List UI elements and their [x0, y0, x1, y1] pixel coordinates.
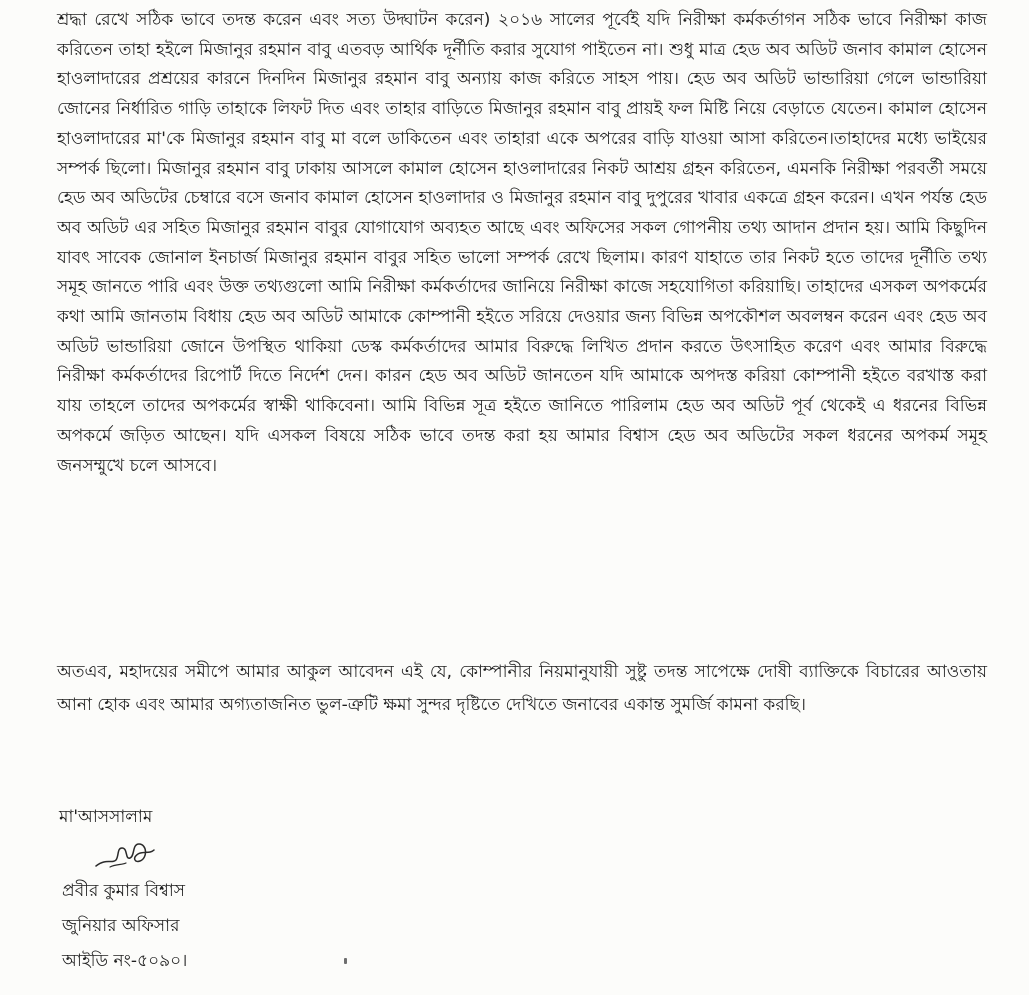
signer-id: আইডি নং-৫০৯০।	[62, 951, 188, 971]
signer-name: প্রবীর কুমার বিশ্বাস	[62, 881, 185, 901]
handwritten-signature	[92, 836, 162, 876]
letter-closing-paragraph: অতএব, মহাদয়ের সমীপে আমার আকুল আবেদন এই যে, কোম্পানীর নিয়মানুযায়ী সুষ্টু তদন্ত সাপেক্ষে দোষী ব্যাক্তিকে বিচারের আওতায় আনা হোক এবং আমার অগ্যতাজনিত ভুল-ত্রুটি ক্ষমা সুন্দর দৃষ্টিতে দেখিতে জনাবের একান্ত সুমর্জি কামনা করছি।	[57, 662, 987, 715]
signer-designation: জুনিয়ার অফিসার	[62, 916, 180, 936]
scan-speck	[344, 958, 347, 964]
salutation: মা'আসসালাম	[59, 807, 153, 827]
letter-body-paragraph: শ্রদ্ধা রেখে সঠিক ভাবে তদন্ত করেন এবং সত্য উদ্ঘাটন করেন) ২০১৬ সালের পূর্বেই যদি নিরীক্ষা কর্মকর্তাগন সঠিক ভাবে নিরীক্ষা কাজ করিতেন তাহা হইলে মিজানুর রহমান বাবু এতবড় আর্থিক দূর্নীতি করার সুযোগ পাইতেন না। শুধু মাত্র হেড অব অডিট জনাব কামাল হোসেন হাওলাদারের প্রশ্রয়ের কারনে দিনদিন মিজানুর রহমান বাবু অন্যায় কাজ করিতে সাহস পায়। হেড অব অডিট ভান্ডারিয়া গেলে ভান্ডারিয়া জোনের নির্ধারিত গাড়ি তাহাকে লিফট দিত এবং তাহার বাড়িতে মিজানুর রহমান বাবু প্রায়ই ফল মিষ্টি নিয়ে বেড়াতে যেতেন। কামাল হোসেন হাওলাদারের মা'কে মিজানুর রহমান বাবু মা বলে ডাকিতেন এবং তাহারা একে অপরের বাড়ি যাওয়া আসা করিতেন।তাহাদের মধ্যে ভাইয়ের সম্পর্ক ছিলো। মিজানুর রহমান বাবু ঢাকায় আসলে কামাল হোসেন হাওলাদারের নিকট আশ্রয় গ্রহন করিতেন, এমনকি নিরীক্ষা পরবর্তী সময়ে হেড অব অডিটের চেম্বারে বসে জনাব কামাল হোসেন হাওলাদার ও মিজানুর রহমান বাবু দুপুরের খাবার একত্রে গ্রহন করেন। এখন পর্যন্ত হেড অব অডিট এর সহিত মিজানুর রহমান বাবুর যোগাযোগ অব্যহত আছে এবং অফিসের সকল গোপনীয় তথ্য আদান প্রদান হয়। আমি কিছুদিন যাবৎ সাবেক জোনাল ইনচার্জ মিজানুর রহমান বাবুর সহিত ভালো সম্পর্ক রেখে ছিলাম। কারণ যাহাতে তার নিকট হতে তাদের দূর্নীতি তথ্য সমূহ জানতে পারি এবং উক্ত তথ্যগুলো আমি নিরীক্ষা কর্মকর্তাদের জানিয়ে নিরীক্ষা কাজে সহযোগিতা করিয়াছি। তাহাদের এসকল অপকর্মের কথা আমি জানতাম বিধায় হেড অব অডিট আমাকে কোম্পানী হইতে সরিয়ে দেওয়ার জন্য বিভিন্ন অপকৌশল অবলম্বন করেন এবং হেড অব অডিট ভান্ডারিয়া জোনে উপস্থিত থাকিয়া ডেস্ক কর্মকর্তাদের আমার বিরুদ্ধে লিখিত প্রদান করতে উৎসাহিত করেণ এবং আমার বিরুদ্ধে নিরীক্ষা কর্মকর্তাদের রিপোর্ট দিতে নির্দেশ দেন। কারন হেড অব অডিট জানতেন যদি আমাকে অপদস্ত করিয়া কোম্পানী হইতে বরখাস্ত করা যায় তাহলে তাদের অপকর্মের স্বাক্ষী থাকিবেনা। আমি বিভিন্ন সূত্র হইতে জানিতে পারিলাম হেড অব অডিট পূর্ব থেকেই এ ধরনের বিভিন্ন অপকর্মে জড়িত আছেন। যদি এসকল বিষয়ে সঠিক ভাবে তদন্ত করা হয় আমার বিশ্বাস হেড অব অডিটের সকল ধরনের অপকর্ম সমূহ জনসম্মুখে চলে আসবে।	[57, 10, 987, 476]
signature-block	[62, 874, 187, 979]
